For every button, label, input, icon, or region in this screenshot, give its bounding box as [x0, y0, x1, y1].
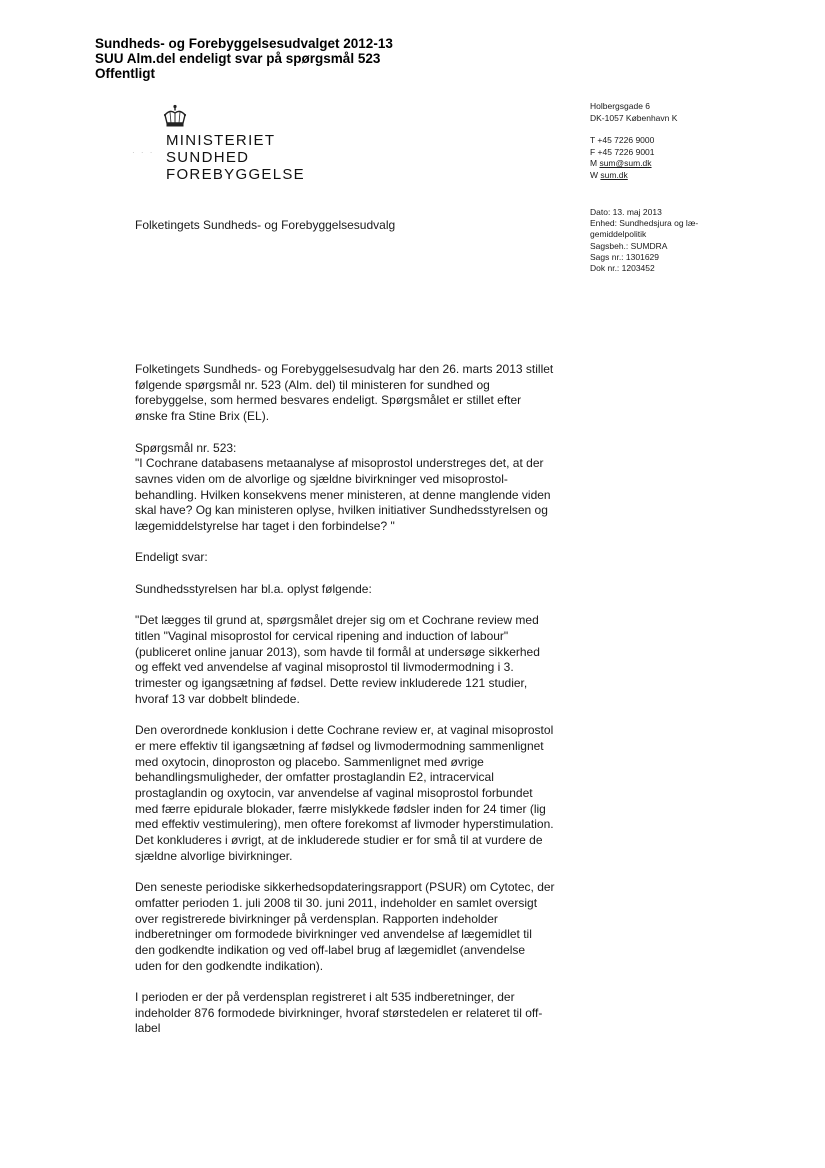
meta-case-number: Sags nr.: 1301629 [590, 251, 660, 262]
meta-unit-line1: Enhed: Sundhedsjura og læ- [590, 218, 699, 229]
committee-title: Sundheds- og Forebyggelsesudvalget 2012-13 [95, 36, 393, 51]
logo-line-forebyggelse: FOREBYGGELSE [166, 166, 305, 183]
document-status: Offentligt [95, 66, 155, 81]
meta-unit-line2: gemiddelpolitik [590, 229, 647, 240]
question-label: Spørgsmål nr. 523: [135, 440, 237, 455]
address-city: DK-1057 København K [590, 112, 678, 123]
logo-line-sundhed: SUNDHED [166, 149, 250, 166]
email-link[interactable]: sum@sum.dk [599, 158, 652, 168]
address-mail-row: M sum@sum.dk [590, 158, 652, 168]
answer-paragraph-4: I perioden er der på verdensplan registreret i alt 535 indberetninger, der indeholder 876 formodede bivirkninger, hvoraf størstedelen er relateret til off-label [135, 990, 543, 1036]
answer-paragraph-2: Den overordnede konklusion i dette Cochrane review er, at vaginal misoprostol er mere effektiv til igangsætning af fødsel og livmodermodning sammenlignet med oxytocin, dinoproston og placebo. Sammenlignet med øvrige behandlingsmuligheder, der omfatter prostaglandin E2, intracervical prostaglandin og oxytocin, var anvendelse af vaginal misoprostol forbundet med færre epidurale blokader, færre mislykkede fødsler inden for 24 timer (lig med effektiv vestimulering), men oftere forekomst af livmoder hyperstimulation. Det konkluderes i øvrigt, at de inkluderede studier er for små til at vurdere de sjældne alvorlige bivirkninger. [135, 723, 554, 863]
logo-wordmark [166, 132, 305, 183]
case-metadata [590, 207, 715, 274]
address-fax: F +45 7226 9001 [590, 146, 655, 157]
answer-intro: Sundhedsstyrelsen har bl.a. oplyst følgende: [135, 581, 372, 596]
letter-body [135, 362, 555, 1037]
meta-date: Dato: 13. maj 2013 [590, 207, 662, 217]
logo-decoration-dots: · · · [132, 148, 155, 157]
crown-icon [162, 104, 188, 130]
recipient: Folketingets Sundheds- og Forebyggelsesudvalg [135, 218, 396, 232]
address-web-row: W sum.dk [590, 169, 628, 180]
document-reference: SUU Alm.del endeligt svar på spørgsmål 523 [95, 51, 381, 66]
address-phone: T +45 7226 9000 [590, 135, 655, 145]
website-link[interactable]: sum.dk [600, 169, 628, 180]
meta-case-handler: Sagsbeh.: SUMDRA [590, 240, 668, 251]
address-street: Holbergsgade 6 [590, 101, 651, 111]
answer-label: Endeligt svar: [135, 550, 208, 565]
question-block [135, 441, 555, 535]
answer-paragraph-1: "Det lægges til grund at, spørgsmålet drejer sig om et Cochrane review med titlen "Vaginal misoprostol for cervical ripening and induction of labour" (publiceret online januar 2013), som havde til formål at undersøge sikkerhed og effekt ved anvendelse af vaginal misoprostol til livmodermodning i 3. trimester og igangsætning af fødsel. Dette review inkluderede 121 studier, hvoraf 13 var dobbelt blindede. [135, 613, 540, 706]
intro-paragraph: Folketingets Sundheds- og Forebyggelsesudvalg har den 26. marts 2013 stillet følgende spørgsmål nr. 523 (Alm. del) til ministeren for sundhed og forebyggelse, som hermed besvares endeligt. Spørgsmålet er stillet efter ønske fra Stine Brix (EL). [135, 362, 554, 424]
document-header [95, 36, 393, 81]
ministry-logo [132, 104, 332, 184]
logo-line-ministeriet: MINISTERIET [166, 132, 276, 149]
meta-document-number: Dok nr.: 1203452 [590, 263, 655, 274]
question-text: "I Cochrane databasens metaanalyse af misoprostol understreges det, at der savnes viden om de alvorlige og sjældne bivirkninger ved misoprostol-behandling. Hvilken konsekvens mener ministeren, at denne manglende viden skal have? Og kan ministeren oplyse, hvilken initiativer Sundhedsstyrelsen og lægemiddelstyrelse har taget i den forbindelse? " [135, 456, 551, 534]
answer-paragraph-3: Den seneste periodiske sikkerhedsopdateringsrapport (PSUR) om Cytotec, der omfatter perioden 1. juli 2008 til 30. juni 2011, indeholder en samlet oversigt over registrerede bivirkninger på verdensplan. Rapporten indeholder indberetninger om formodede bivirkninger ved anvendelse af lægemidlet til den godkendte indikation og ved off-label brug af lægemidlet (anvendelse uden for den godkendte indikation). [135, 880, 555, 973]
ministry-address [590, 101, 677, 181]
